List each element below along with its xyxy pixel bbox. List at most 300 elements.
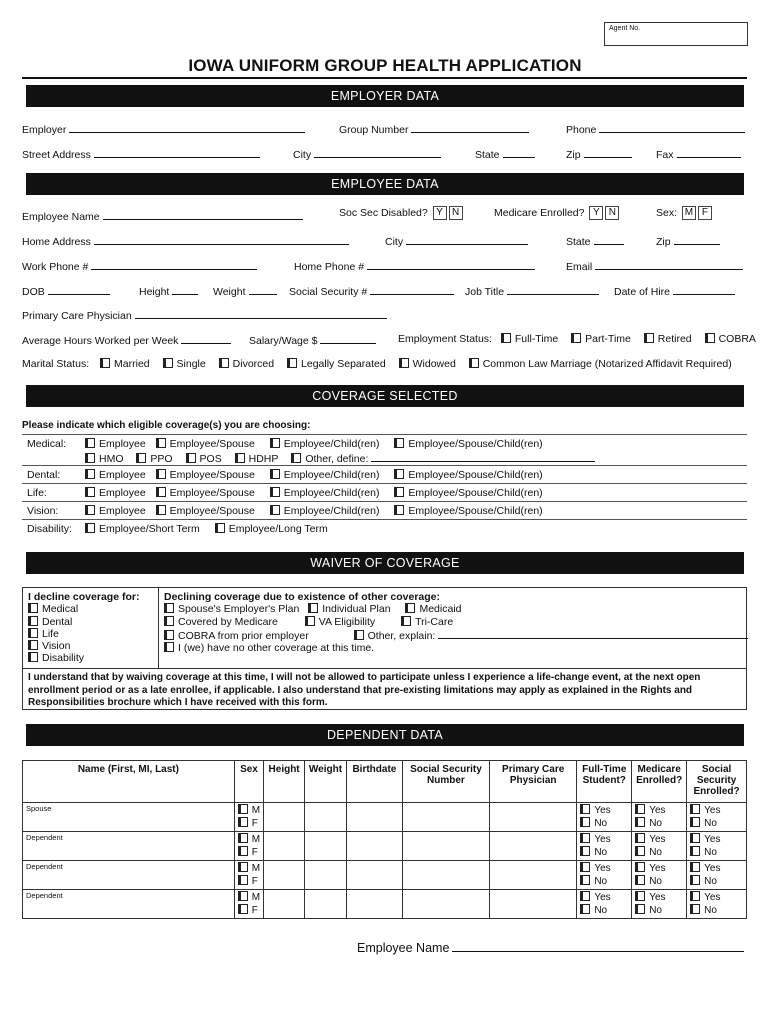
checkbox-icon bbox=[28, 603, 38, 613]
sex-cell bbox=[234, 890, 263, 919]
yes-label: Yes bbox=[594, 834, 611, 845]
decline-life: Life bbox=[42, 627, 59, 640]
employer-state-label: State bbox=[475, 149, 500, 161]
yes-option[interactable] bbox=[690, 833, 743, 846]
tier-employee-spouse: Employee/Spouse bbox=[169, 438, 255, 450]
disability-option[interactable] bbox=[85, 523, 200, 535]
home-phone-field[interactable] bbox=[294, 259, 535, 273]
agent-number-box[interactable] bbox=[604, 22, 748, 46]
employee-city-label: City bbox=[385, 236, 404, 248]
tier-employee-spouse-children: Employee/Spouse/Child(ren) bbox=[408, 469, 543, 481]
checkbox-icon bbox=[238, 846, 248, 856]
checkbox-icon bbox=[690, 904, 700, 914]
medicare-cell bbox=[632, 803, 687, 832]
checkbox-icon bbox=[580, 862, 590, 872]
decline-column bbox=[23, 588, 159, 668]
yes-option[interactable] bbox=[690, 804, 743, 817]
no-option[interactable] bbox=[635, 875, 683, 888]
no-label: No bbox=[649, 876, 662, 887]
col-birthdate: Birthdate bbox=[346, 761, 402, 803]
email-field[interactable] bbox=[566, 259, 743, 273]
decline-option[interactable] bbox=[28, 652, 153, 664]
checkbox-icon bbox=[163, 358, 173, 368]
checkbox-icon bbox=[399, 358, 409, 368]
decline-option[interactable] bbox=[28, 616, 153, 628]
yes-option[interactable] bbox=[635, 862, 683, 875]
employee-name-label: Employee Name bbox=[22, 211, 100, 223]
decline-option[interactable] bbox=[28, 628, 153, 640]
no-label: No bbox=[704, 876, 717, 887]
medicare-enrolled-field bbox=[494, 206, 619, 220]
checkbox-icon bbox=[164, 630, 174, 640]
hire-date-field[interactable] bbox=[614, 284, 735, 298]
employee-city-field[interactable] bbox=[385, 234, 528, 248]
checkbox-icon bbox=[580, 846, 590, 856]
group-number-label: Group Number bbox=[339, 124, 409, 136]
yes-option[interactable] bbox=[580, 804, 628, 817]
checkbox-icon bbox=[635, 804, 645, 814]
section-waiver-of-coverage: WAIVER OF COVERAGE bbox=[26, 552, 744, 574]
ssn-cell[interactable] bbox=[402, 861, 489, 890]
tier-employee-children: Employee/Child(ren) bbox=[283, 505, 380, 517]
employer-state-field[interactable] bbox=[475, 147, 535, 161]
table-row bbox=[23, 832, 747, 861]
pcp-label: Primary Care Physician bbox=[22, 310, 132, 322]
section-employer-data: EMPLOYER DATA bbox=[26, 85, 744, 107]
height-cell[interactable] bbox=[264, 890, 305, 919]
tier-option[interactable] bbox=[270, 505, 380, 517]
form-title: IOWA UNIFORM GROUP HEALTH APPLICATION bbox=[188, 56, 582, 75]
pcp-cell[interactable] bbox=[490, 832, 577, 861]
employer-city-field[interactable] bbox=[293, 147, 441, 161]
sex-cell bbox=[234, 832, 263, 861]
table-row bbox=[23, 861, 747, 890]
tier-option[interactable] bbox=[394, 438, 542, 450]
checkbox-icon bbox=[305, 616, 315, 626]
disability-short-term: Employee/Short Term bbox=[99, 523, 200, 535]
checkbox-icon bbox=[580, 875, 590, 885]
plan-option[interactable] bbox=[235, 453, 279, 465]
plan-hmo: HMO bbox=[99, 453, 124, 465]
va-eligibility-option[interactable] bbox=[305, 616, 375, 628]
status-option[interactable] bbox=[571, 333, 631, 345]
divider bbox=[22, 519, 747, 520]
tier-option[interactable] bbox=[85, 469, 146, 481]
individual-plan-option[interactable] bbox=[308, 603, 390, 615]
footer-employee-name-field[interactable] bbox=[357, 939, 744, 955]
student-cell bbox=[577, 890, 632, 919]
checkbox-icon bbox=[405, 603, 415, 613]
tier-option[interactable] bbox=[394, 487, 542, 499]
tricare-option[interactable] bbox=[401, 616, 453, 628]
home-address-label: Home Address bbox=[22, 236, 91, 248]
job-title-field[interactable] bbox=[465, 284, 599, 298]
ssn-cell[interactable] bbox=[402, 832, 489, 861]
medical-plan-options bbox=[85, 451, 595, 465]
no-option[interactable] bbox=[690, 817, 743, 830]
marital-option[interactable] bbox=[287, 358, 386, 370]
marital-option[interactable] bbox=[469, 358, 732, 370]
ssd-no-box[interactable]: N bbox=[449, 206, 463, 220]
checkbox-icon bbox=[394, 438, 404, 448]
tier-employee-spouse-children: Employee/Spouse/Child(ren) bbox=[408, 438, 543, 450]
sex-cell bbox=[234, 803, 263, 832]
marital-married: Married bbox=[114, 358, 150, 370]
decline-heading: I decline coverage for: bbox=[28, 591, 140, 603]
weight-cell[interactable] bbox=[305, 832, 347, 861]
checkbox-icon bbox=[85, 505, 95, 515]
medicare-yes-box[interactable]: Y bbox=[589, 206, 603, 220]
sex-m-option[interactable] bbox=[238, 804, 260, 817]
plan-pos: POS bbox=[199, 453, 222, 465]
height-cell[interactable] bbox=[264, 861, 305, 890]
employee-state-field[interactable] bbox=[566, 234, 624, 248]
row-label-dependent[interactable]: Dependent bbox=[23, 861, 235, 890]
checkbox-icon bbox=[238, 804, 248, 814]
vision-tier-options bbox=[85, 505, 543, 517]
no-option[interactable] bbox=[580, 817, 628, 830]
no-option[interactable] bbox=[580, 904, 628, 917]
tier-option[interactable] bbox=[85, 505, 146, 517]
tier-option[interactable] bbox=[270, 438, 380, 450]
sex-m-option[interactable] bbox=[238, 891, 260, 904]
waiver-statement: I understand that by waiving coverage at this time, I will not be allowed to participate unless I experience a life-change event, at the next open enrollment period or as a late enrollee, if applicable. I also understand that pre-existing limitations may apply as explained in the Rights and Responsibilities brochure which I have received with this form. bbox=[23, 668, 746, 709]
disability-option[interactable] bbox=[215, 523, 328, 535]
tier-option[interactable] bbox=[394, 469, 542, 481]
dependent-table bbox=[22, 760, 747, 919]
tier-option[interactable] bbox=[156, 487, 255, 499]
yes-option[interactable] bbox=[580, 891, 628, 904]
col-name: Name (First, MI, Last) bbox=[23, 761, 235, 803]
no-option[interactable] bbox=[690, 875, 743, 888]
weight-cell[interactable] bbox=[305, 890, 347, 919]
ssn-field[interactable] bbox=[289, 284, 454, 298]
checkbox-icon bbox=[580, 817, 590, 827]
plan-other-label: Other, define: bbox=[305, 453, 369, 465]
sex-m-option[interactable] bbox=[238, 833, 260, 846]
checkbox-icon bbox=[635, 875, 645, 885]
no-option[interactable] bbox=[635, 817, 683, 830]
no-option[interactable] bbox=[580, 846, 628, 859]
birthdate-cell[interactable] bbox=[346, 861, 402, 890]
row-label-dependent[interactable]: Dependent bbox=[23, 832, 235, 861]
pcp-cell[interactable] bbox=[490, 803, 577, 832]
plan-option[interactable] bbox=[136, 453, 172, 465]
checkbox-icon bbox=[705, 333, 715, 343]
title-rule bbox=[22, 77, 747, 79]
status-option[interactable] bbox=[501, 333, 558, 345]
decline-dental: Dental bbox=[42, 615, 73, 628]
no-option[interactable] bbox=[690, 846, 743, 859]
tier-option[interactable] bbox=[156, 438, 255, 450]
section-coverage-selected: COVERAGE SELECTED bbox=[26, 385, 744, 407]
employer-zip-field[interactable] bbox=[566, 147, 632, 161]
life-label: Life: bbox=[27, 487, 47, 499]
yes-option[interactable] bbox=[580, 862, 628, 875]
tricare-label: Tri-Care bbox=[415, 615, 454, 628]
status-part-time: Part-Time bbox=[585, 333, 631, 345]
sex-f-box[interactable]: F bbox=[698, 206, 712, 220]
status-retired: Retired bbox=[657, 333, 692, 345]
checkbox-icon bbox=[690, 875, 700, 885]
ssn-cell[interactable] bbox=[402, 890, 489, 919]
col-full-time-student: Full-Time Student? bbox=[577, 761, 632, 803]
no-label: No bbox=[649, 818, 662, 829]
decline-option[interactable] bbox=[28, 603, 153, 615]
yes-label: Yes bbox=[704, 805, 721, 816]
sex-f-label: F bbox=[251, 876, 258, 887]
yes-option[interactable] bbox=[580, 833, 628, 846]
pcp-field[interactable] bbox=[22, 308, 387, 322]
fax-field[interactable] bbox=[656, 147, 741, 161]
covered-medicare-option[interactable] bbox=[164, 616, 278, 628]
disability-options bbox=[85, 523, 328, 535]
hire-date-label: Date of Hire bbox=[614, 286, 671, 298]
employment-status-field bbox=[398, 333, 756, 345]
sex-field bbox=[656, 206, 712, 220]
checkbox-icon bbox=[28, 640, 38, 650]
height-label: Height bbox=[139, 286, 170, 298]
checkbox-icon bbox=[394, 505, 404, 515]
vision-label: Vision: bbox=[27, 505, 59, 517]
cobra-prior-option[interactable] bbox=[164, 630, 309, 642]
yes-label: Yes bbox=[594, 892, 611, 903]
status-full-time: Full-Time bbox=[514, 333, 559, 345]
individual-plan-label: Individual Plan bbox=[322, 603, 391, 616]
employment-status-label: Employment Status: bbox=[398, 333, 492, 345]
checkbox-icon bbox=[186, 453, 196, 463]
tier-employee: Employee bbox=[99, 469, 146, 481]
checkbox-icon bbox=[85, 453, 95, 463]
no-option[interactable] bbox=[635, 904, 683, 917]
status-cobra: COBRA bbox=[718, 333, 756, 345]
sex-m-label: M bbox=[251, 834, 261, 845]
checkbox-icon bbox=[635, 833, 645, 843]
employer-phone-label: Phone bbox=[566, 124, 597, 136]
weight-field[interactable] bbox=[213, 284, 277, 298]
weight-cell[interactable] bbox=[305, 861, 347, 890]
weight-cell[interactable] bbox=[305, 803, 347, 832]
checkbox-icon bbox=[28, 652, 38, 662]
coverage-instruction: Please indicate which eligible coverage(s) you are choosing: bbox=[22, 420, 311, 431]
yes-option[interactable] bbox=[635, 891, 683, 904]
checkbox-icon bbox=[644, 333, 654, 343]
ss-cell bbox=[687, 803, 747, 832]
ssn-label: Social Security # bbox=[289, 286, 368, 298]
yes-label: Yes bbox=[704, 863, 721, 874]
checkbox-icon bbox=[238, 875, 248, 885]
no-option[interactable] bbox=[635, 846, 683, 859]
sex-m-option[interactable] bbox=[238, 862, 260, 875]
tier-employee-spouse: Employee/Spouse bbox=[169, 505, 255, 517]
decline-option[interactable] bbox=[28, 640, 153, 652]
tier-option[interactable] bbox=[156, 505, 255, 517]
tier-option[interactable] bbox=[85, 487, 146, 499]
other-explain-option[interactable] bbox=[354, 630, 749, 642]
col-sex: Sex bbox=[234, 761, 263, 803]
height-field[interactable] bbox=[139, 284, 198, 298]
medicare-cell bbox=[632, 890, 687, 919]
yes-label: Yes bbox=[704, 834, 721, 845]
medicaid-label: Medicaid bbox=[419, 603, 462, 616]
divider bbox=[22, 434, 747, 435]
yes-option[interactable] bbox=[690, 862, 743, 875]
employee-name-field[interactable] bbox=[22, 209, 303, 223]
spouse-plan-option[interactable] bbox=[164, 603, 299, 615]
no-option[interactable] bbox=[690, 904, 743, 917]
tier-option[interactable] bbox=[270, 469, 380, 481]
group-number-field[interactable] bbox=[339, 122, 529, 136]
employer-phone-field[interactable] bbox=[566, 122, 745, 136]
marital-option[interactable] bbox=[163, 358, 206, 370]
table-row bbox=[23, 803, 747, 832]
birthdate-cell[interactable] bbox=[346, 890, 402, 919]
checkbox-icon bbox=[164, 642, 174, 652]
sex-f-option[interactable] bbox=[238, 817, 260, 830]
marital-option[interactable] bbox=[100, 358, 150, 370]
yes-label: Yes bbox=[704, 892, 721, 903]
no-label: No bbox=[594, 905, 608, 916]
other-coverage-row bbox=[164, 616, 741, 628]
decline-disability: Disability bbox=[42, 652, 85, 665]
divider bbox=[22, 483, 747, 484]
plan-other-option[interactable] bbox=[291, 453, 595, 465]
checkbox-icon bbox=[635, 904, 645, 914]
col-weight: Weight bbox=[305, 761, 347, 803]
tier-employee-spouse-children: Employee/Spouse/Child(ren) bbox=[408, 487, 543, 499]
yes-option[interactable] bbox=[635, 804, 683, 817]
birthdate-cell[interactable] bbox=[346, 803, 402, 832]
covered-medicare-label: Covered by Medicare bbox=[178, 615, 278, 628]
tier-option[interactable] bbox=[270, 487, 380, 499]
marital-legally-separated: Legally Separated bbox=[301, 358, 386, 370]
row-label-dependent[interactable]: Dependent bbox=[23, 890, 235, 919]
yes-option[interactable] bbox=[635, 833, 683, 846]
tier-option[interactable] bbox=[156, 469, 255, 481]
spouse-plan-label: Spouse's Employer's Plan bbox=[178, 603, 300, 616]
medicaid-option[interactable] bbox=[405, 603, 461, 615]
soc-sec-disabled-field bbox=[339, 206, 463, 220]
tier-option[interactable] bbox=[85, 438, 146, 450]
checkbox-icon bbox=[28, 628, 38, 638]
tier-employee-children: Employee/Child(ren) bbox=[283, 438, 380, 450]
tier-employee-children: Employee/Child(ren) bbox=[283, 469, 380, 481]
salary-field[interactable] bbox=[249, 333, 376, 347]
checkbox-icon bbox=[690, 833, 700, 843]
employee-state-label: State bbox=[566, 236, 591, 248]
checkbox-icon bbox=[354, 630, 364, 640]
employer-zip-label: Zip bbox=[566, 149, 581, 161]
height-cell[interactable] bbox=[264, 832, 305, 861]
checkbox-icon bbox=[291, 453, 301, 463]
col-ssn: Social Security Number bbox=[402, 761, 489, 803]
sex-f-option[interactable] bbox=[238, 846, 260, 859]
checkbox-icon bbox=[85, 523, 95, 533]
decline-medical: Medical bbox=[42, 603, 79, 616]
marital-divorced: Divorced bbox=[232, 358, 275, 370]
employer-field[interactable] bbox=[22, 122, 305, 136]
checkbox-icon bbox=[690, 817, 700, 827]
sex-m-label: M bbox=[251, 892, 261, 903]
yes-option[interactable] bbox=[690, 891, 743, 904]
sex-m-box[interactable]: M bbox=[682, 206, 696, 220]
height-cell[interactable] bbox=[264, 803, 305, 832]
marital-option[interactable] bbox=[219, 358, 274, 370]
plan-option[interactable] bbox=[186, 453, 222, 465]
dob-label: DOB bbox=[22, 286, 45, 298]
ss-cell bbox=[687, 861, 747, 890]
other-coverage-column bbox=[159, 588, 746, 668]
plan-hdhp: HDHP bbox=[248, 453, 279, 465]
sex-f-option[interactable] bbox=[238, 904, 260, 917]
no-label: No bbox=[594, 847, 608, 858]
ssn-cell[interactable] bbox=[402, 803, 489, 832]
sex-f-label: F bbox=[251, 818, 258, 829]
home-address-field[interactable] bbox=[22, 234, 349, 248]
ss-cell bbox=[687, 832, 747, 861]
checkbox-icon bbox=[394, 487, 404, 497]
pcp-cell[interactable] bbox=[490, 861, 577, 890]
street-address-field[interactable] bbox=[22, 147, 260, 161]
sex-m-label: M bbox=[251, 805, 261, 816]
other-coverage-row bbox=[164, 603, 741, 615]
medicare-enrolled-label: Medicare Enrolled? bbox=[494, 206, 585, 219]
dental-tier-options bbox=[85, 469, 543, 481]
medicare-no-box[interactable]: N bbox=[605, 206, 619, 220]
dob-field[interactable] bbox=[22, 284, 110, 298]
checkbox-icon bbox=[394, 469, 404, 479]
yes-label: Yes bbox=[649, 892, 666, 903]
student-cell bbox=[577, 861, 632, 890]
pcp-cell[interactable] bbox=[490, 890, 577, 919]
other-explain-label: Other, explain: bbox=[367, 629, 436, 642]
checkbox-icon bbox=[238, 817, 248, 827]
row-label-spouse[interactable]: Spouse bbox=[23, 803, 235, 832]
section-employee-data: EMPLOYEE DATA bbox=[26, 173, 744, 195]
no-other-coverage-label: I (we) have no other coverage at this time. bbox=[178, 642, 375, 655]
work-phone-field[interactable] bbox=[22, 259, 257, 273]
checkbox-icon bbox=[580, 833, 590, 843]
employee-zip-field[interactable] bbox=[656, 234, 720, 248]
checkbox-icon bbox=[401, 616, 411, 626]
plan-option[interactable] bbox=[85, 453, 124, 465]
hours-field[interactable] bbox=[22, 333, 231, 347]
work-phone-label: Work Phone # bbox=[22, 261, 89, 273]
home-phone-label: Home Phone # bbox=[294, 261, 365, 273]
other-coverage-heading: Declining coverage due to existence of other coverage: bbox=[164, 591, 440, 603]
birthdate-cell[interactable] bbox=[346, 832, 402, 861]
ssd-yes-box[interactable]: Y bbox=[433, 206, 447, 220]
checkbox-icon bbox=[690, 862, 700, 872]
fax-label: Fax bbox=[656, 149, 674, 161]
tier-option[interactable] bbox=[394, 505, 542, 517]
no-other-coverage-option[interactable] bbox=[164, 642, 741, 654]
checkbox-icon bbox=[580, 904, 590, 914]
tier-employee-spouse: Employee/Spouse bbox=[169, 469, 255, 481]
col-pcp: Primary Care Physician bbox=[490, 761, 577, 803]
marital-status-field bbox=[22, 358, 732, 370]
status-option[interactable] bbox=[644, 333, 692, 345]
divider bbox=[22, 501, 747, 502]
sex-f-option[interactable] bbox=[238, 875, 260, 888]
checkbox-icon bbox=[238, 833, 248, 843]
no-option[interactable] bbox=[580, 875, 628, 888]
checkbox-icon bbox=[156, 487, 166, 497]
col-ss-enrolled: Social Security Enrolled? bbox=[687, 761, 747, 803]
status-option[interactable] bbox=[705, 333, 756, 345]
marital-option[interactable] bbox=[399, 358, 456, 370]
checkbox-icon bbox=[690, 846, 700, 856]
